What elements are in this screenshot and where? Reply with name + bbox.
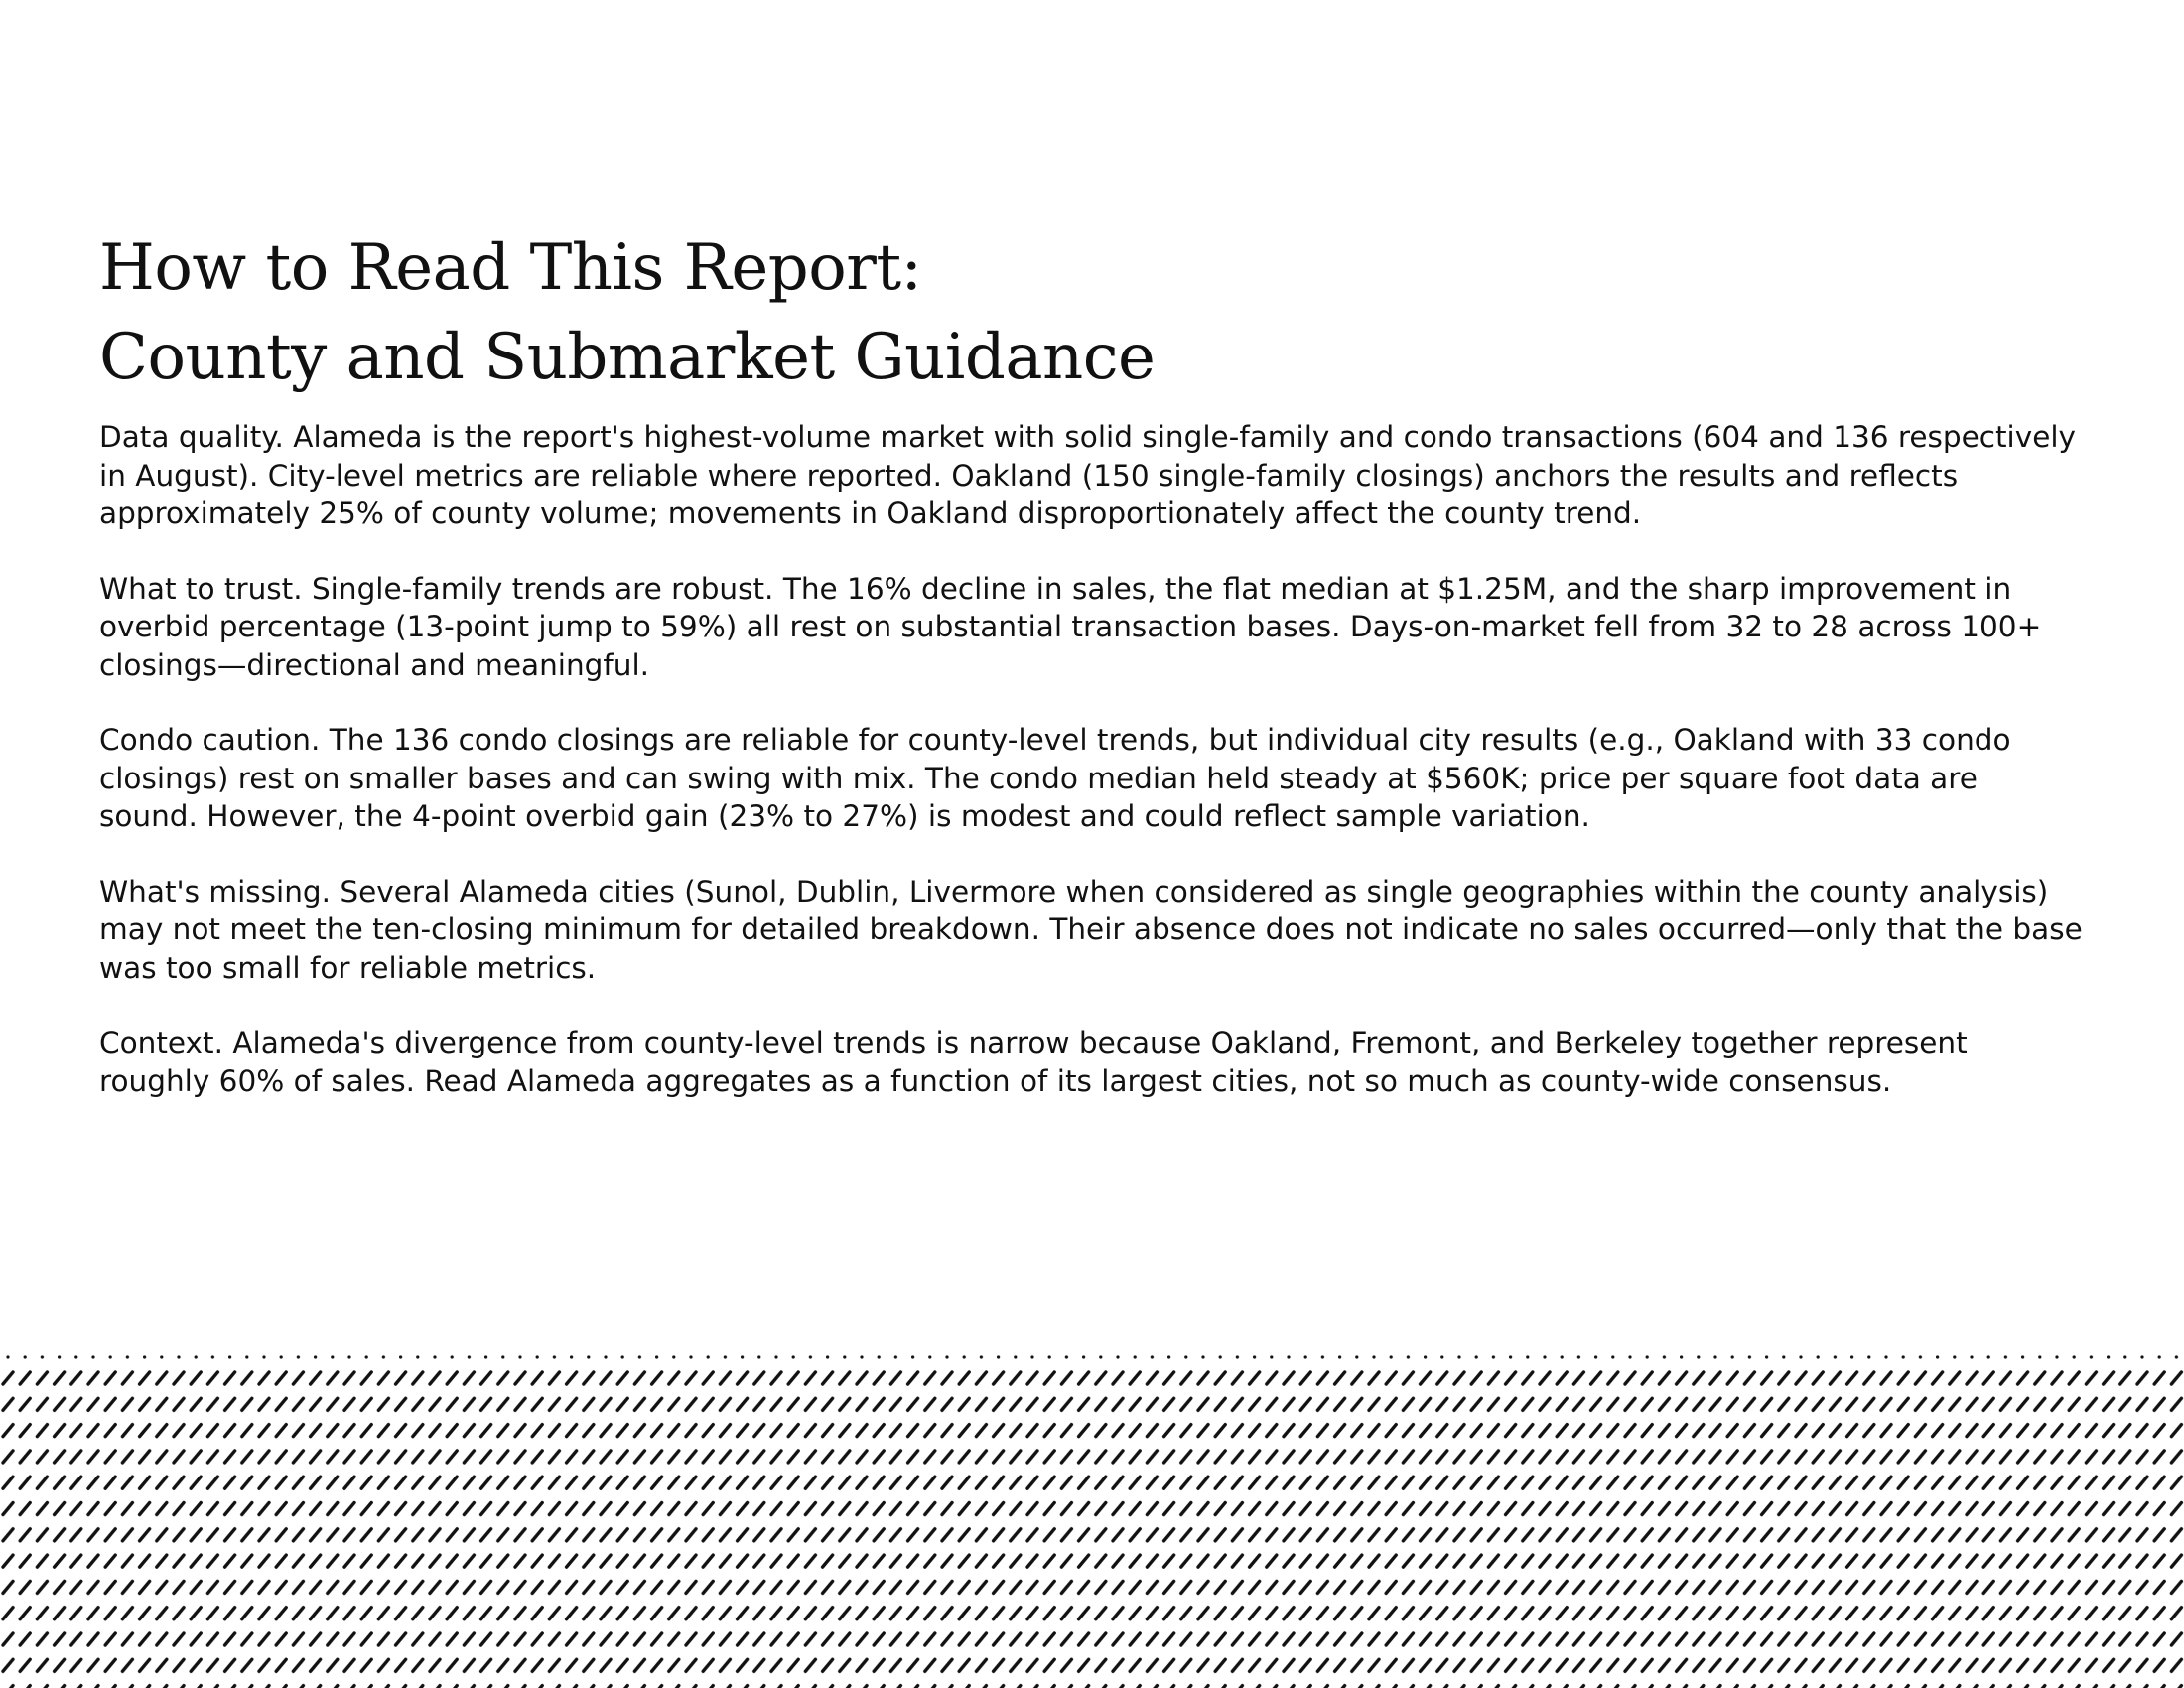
paragraph-whats-missing: What's missing. Several Alameda cities (Sunol, Dublin, Livermore when considered as single geographies within the county analysis) may not meet the ten-closing minimum for detailed breakdown. Their absence does not indicate no sales occurred—only that the base was too small for reliable metrics. — [99, 874, 2083, 985]
dot-row — [0, 1352, 2184, 1362]
report-body — [99, 418, 2085, 1137]
paragraph-context: Context. Alameda's divergence from county-level trends is narrow because Oakland, Fremont, and Berkeley together represent roughly 60% of sales. Read Alameda aggregates as a function of its largest cities, not so much as county-wide consensus. — [99, 1026, 1968, 1098]
paragraph-what-to-trust: What to trust. Single-family trends are robust. The 16% decline in sales, the flat median at $1.25M, and the sharp improvement in overbid percentage (13-point jump to 59%) all rest on substantial transaction bases. Days-on-market fell from 32 to 28 across 100+ closings—directional and meaningful. — [99, 571, 2042, 682]
paragraph-condo-caution: Condo caution. The 136 condo closings are reliable for county-level trends, but individual city results (e.g., Oakland with 33 condo closings) rest on smaller bases and can swing with mix. The condo median held steady at $560K; price per square foot data are sound. However, the 4-point overbid gain (23% to 27%) is modest and could reflect sample variation. — [99, 723, 2011, 833]
page-title — [99, 223, 1787, 402]
diagonal-hatch-pattern — [0, 1352, 2184, 1688]
paragraph-data-quality: Data quality. Alameda is the report's highest-volume market with solid single-family and condo transactions (604 and 136 respectively in August). City-level metrics are reliable where reported. Oakland (150 single-family closings) anchors the results and reflects approximately 25% of county volume; movements in Oakland disproportionately affect the county trend. — [99, 420, 2077, 530]
hatch-field — [0, 1366, 2184, 1688]
title-line-1: How to Read This Report: — [99, 231, 922, 305]
title-line-2: County and Submarket Guidance — [99, 321, 1156, 394]
